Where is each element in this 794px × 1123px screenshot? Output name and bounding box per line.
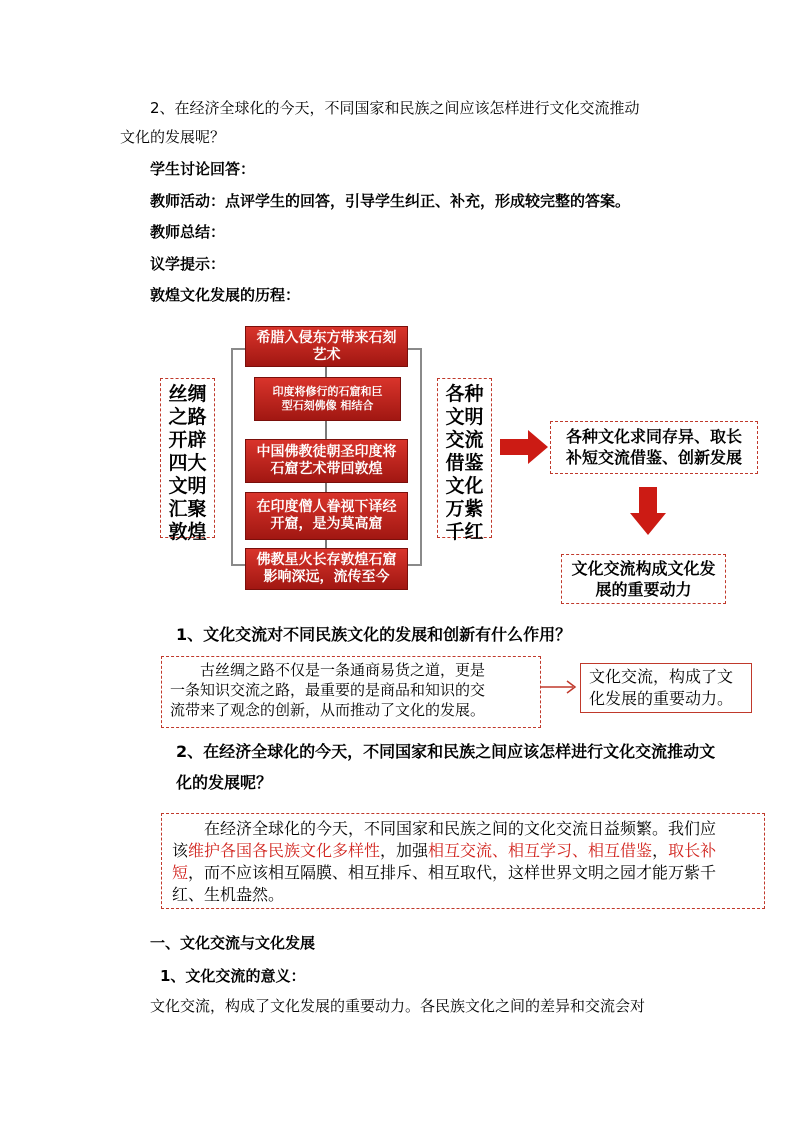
final-box <box>561 554 726 604</box>
q1-answer-line: 一条知识交流之路，最重要的是商品和知识的交 <box>170 681 486 699</box>
teacher-summary-label: 教师总结： <box>150 223 226 241</box>
step-box-mogao <box>245 492 408 540</box>
step-text: 希腊入侵东方带来石刻 <box>256 329 397 346</box>
slide-question-2-line2: 化的发展呢？ <box>176 773 273 792</box>
step-text: 艺术 <box>312 346 341 363</box>
down-arrow <box>325 421 327 439</box>
section-heading: 一、文化交流与文化发展 <box>150 934 316 952</box>
left-box-line: 四大 <box>168 452 207 474</box>
step-text: 石窟艺术带回敦煌 <box>270 461 383 477</box>
result-box <box>550 421 758 474</box>
slide-question-1: 1、文化交流对不同民族文化的发展和创新有什么作用？ <box>176 625 572 644</box>
q2-answer-line <box>172 862 754 884</box>
left-box-line: 开辟 <box>168 429 207 451</box>
slide-question-2-line1: 2、在经济全球化的今天，不同国家和民族之间应该怎样进行文化交流推动文 <box>176 742 716 761</box>
middle-box-line: 交流 <box>445 429 484 451</box>
q2-answer-line: 在经济全球化的今天，不同国家和民族之间的文化交流日益频繁。我们应 <box>204 819 717 838</box>
answer-text: ，而不应该相互隔膜、相互排斥、相互取代，这样世界文明之园才能万紫千 <box>188 863 717 882</box>
middle-box-line: 文明 <box>445 406 484 428</box>
middle-box-line: 各种 <box>445 383 484 405</box>
step-text: 开窟，是为莫高窟 <box>270 516 383 532</box>
step-text: 在印度僧人眷视下译经 <box>256 499 397 515</box>
left-origin-box <box>160 378 215 543</box>
left-box-line: 丝绸 <box>168 383 207 405</box>
result-text: 各种文化求同存异、取长 <box>565 427 742 446</box>
question-2-line2: 文化的发展呢？ <box>120 128 226 146</box>
left-bracket <box>231 348 245 566</box>
step-box-pilgrim <box>245 439 408 483</box>
answer-highlight: 相互交流、相互学习、相互借鉴 <box>428 841 653 860</box>
left-box-line: 敦煌 <box>168 521 207 543</box>
step-text: 影响深远，流传至今 <box>263 569 390 585</box>
step-text: 佛教星火长存敦煌石窟 <box>256 552 397 568</box>
step-box-india <box>254 377 401 421</box>
teacher-activity-text: 教师活动：点评学生的回答，引导学生纠正、补充，形成较完整的答案。 <box>150 192 631 210</box>
q2-answer-line <box>172 840 754 862</box>
step-text: 中国佛教徒朝圣印度将 <box>256 444 397 460</box>
student-discussion-label: 学生讨论回答： <box>150 160 256 178</box>
left-box-line: 之路 <box>168 406 207 428</box>
answer-highlight: 维护各国各民族文化多样性 <box>188 841 381 860</box>
result-text: 补短交流借鉴、创新发展 <box>565 448 742 467</box>
section-body: 文化交流，构成了文化发展的重要动力。各民族文化之间的差异和交流会对 <box>150 997 646 1015</box>
right-bracket <box>408 348 422 566</box>
final-text: 展的重要动力 <box>595 580 692 599</box>
answer-text: ，加强 <box>380 841 429 860</box>
answer-highlight: 取长补 <box>668 841 717 860</box>
q1-answer-box <box>161 656 541 728</box>
down-arrow <box>325 367 327 377</box>
middle-box-line: 千红 <box>445 521 484 543</box>
step-box-greek <box>245 326 408 367</box>
middle-box-line: 借鉴 <box>445 452 484 474</box>
right-arrow-icon <box>500 430 550 464</box>
q1-conclusion-box <box>580 663 752 713</box>
middle-exchange-box <box>437 378 492 543</box>
q1-answer-line: 流带来了观念的创新，从而推动了文化的发展。 <box>170 701 486 719</box>
conclusion-line: 化发展的重要动力。 <box>589 689 734 708</box>
step-text: 型石刻佛像 相结合 <box>281 399 374 412</box>
middle-box-line: 万紫 <box>445 498 484 520</box>
step-box-legacy <box>245 548 408 590</box>
teacher-activity <box>150 191 630 211</box>
final-text: 文化交流构成文化发 <box>571 559 716 578</box>
left-box-line: 汇聚 <box>168 498 207 520</box>
answer-highlight: 短 <box>172 863 189 882</box>
step-text: 印度将修行的石窟和巨 <box>272 385 383 398</box>
down-arrow <box>325 540 327 548</box>
down-arrow <box>325 483 327 492</box>
q1-answer-line: 古丝绸之路不仅是一条通商易货之道，更是 <box>200 661 486 679</box>
q2-answer-box <box>161 813 765 909</box>
q2-answer-line: 红、生机盎然。 <box>172 885 285 904</box>
answer-text: ， <box>652 841 669 860</box>
answer-text: 该 <box>172 841 189 860</box>
section-subheading: 1、文化交流的意义： <box>160 967 306 985</box>
down-arrow-icon <box>630 487 666 535</box>
conclusion-line: 文化交流，构成了文 <box>589 667 734 686</box>
left-box-line: 文明 <box>168 475 207 497</box>
dunhuang-title: 敦煌文化发展的历程： <box>150 286 301 304</box>
conclusion-arrow-icon <box>541 680 581 694</box>
middle-box-line: 文化 <box>445 475 484 497</box>
question-2-line1: 2、在经济全球化的今天，不同国家和民族之间应该怎样进行文化交流推动 <box>150 99 640 117</box>
hint-label: 议学提示： <box>150 255 226 273</box>
